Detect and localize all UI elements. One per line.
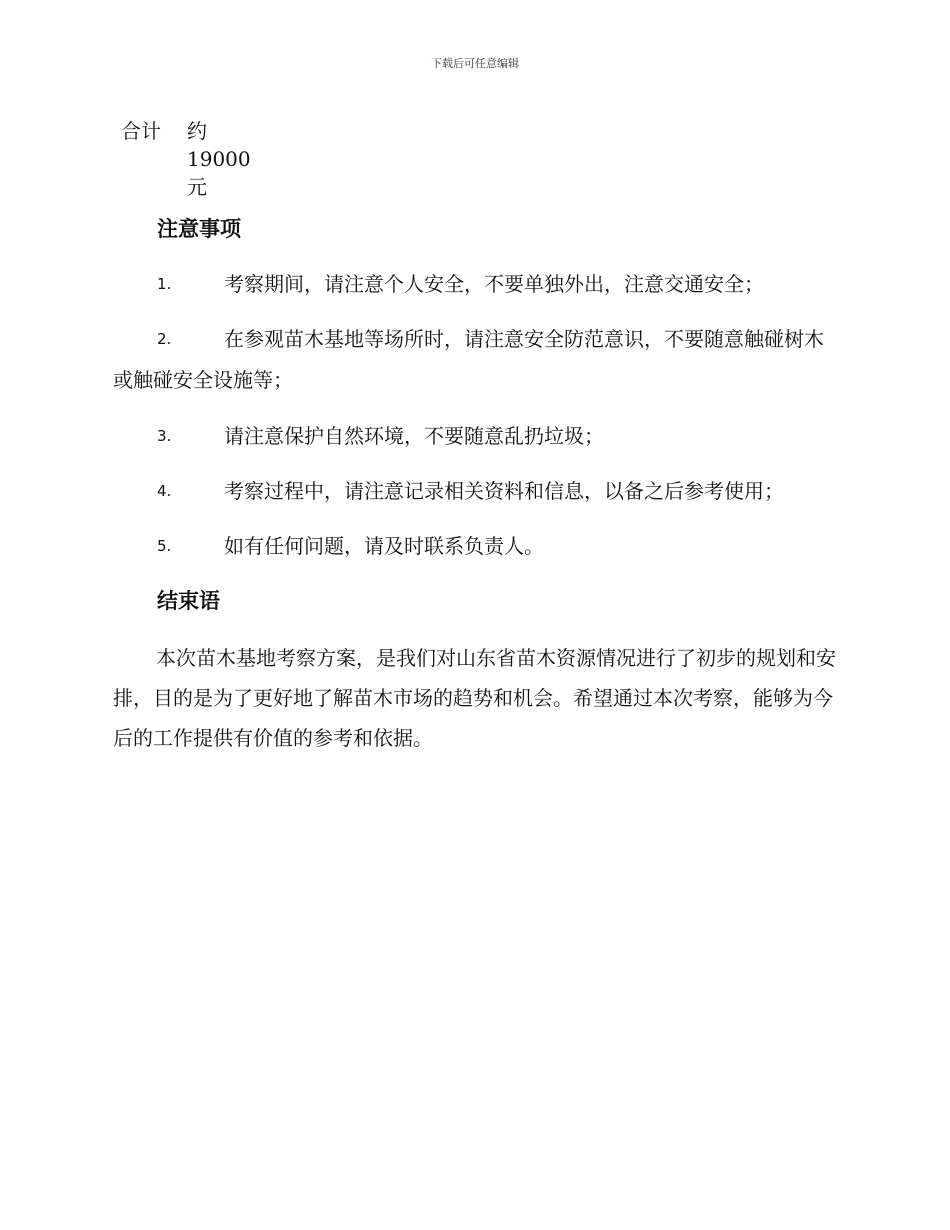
list-item — [113, 264, 838, 305]
list-item-number: 2. — [157, 330, 172, 348]
total-value-line: 元 — [187, 175, 207, 199]
list-item — [113, 526, 838, 567]
conclusion-paragraph: 本次苗木基地考察方案，是我们对山东省苗木资源情况进行了初步的规划和安排，目的是为了更好地了解苗木市场的趋势和机会。希望通过本次考察，能够为今后的工作提供有价值的参考和依据。 — [113, 646, 836, 750]
list-item — [113, 416, 838, 457]
total-value — [187, 117, 257, 201]
list-item-text: 如有任何问题，请及时联系负责人。 — [224, 534, 544, 558]
conclusion-heading: 结束语 — [157, 589, 220, 613]
list-item — [113, 319, 838, 401]
notes-heading: 注意事项 — [157, 217, 241, 241]
total-value-line: 19000 — [187, 147, 251, 171]
total-label: 合计 — [121, 119, 161, 143]
list-item-number: 5. — [157, 537, 172, 555]
list-item-number: 3. — [157, 427, 172, 445]
list-item-number: 1. — [157, 275, 172, 293]
total-value-line: 约 — [187, 119, 207, 143]
list-item-text: 考察期间，请注意个人安全，不要单独外出，注意交通安全； — [224, 272, 764, 296]
list-item-text: 考察过程中，请注意记录相关资料和信息，以备之后参考使用； — [224, 479, 784, 503]
list-item-number: 4. — [157, 482, 172, 500]
list-item — [113, 471, 838, 512]
list-item-text: 在参观苗木基地等场所时，请注意安全防范意识，不要随意触碰树木或触碰安全设施等； — [113, 327, 824, 392]
list-item-text: 请注意保护自然环境，不要随意乱扔垃圾； — [224, 424, 604, 448]
page-header: 下载后可任意编辑 — [431, 57, 519, 70]
